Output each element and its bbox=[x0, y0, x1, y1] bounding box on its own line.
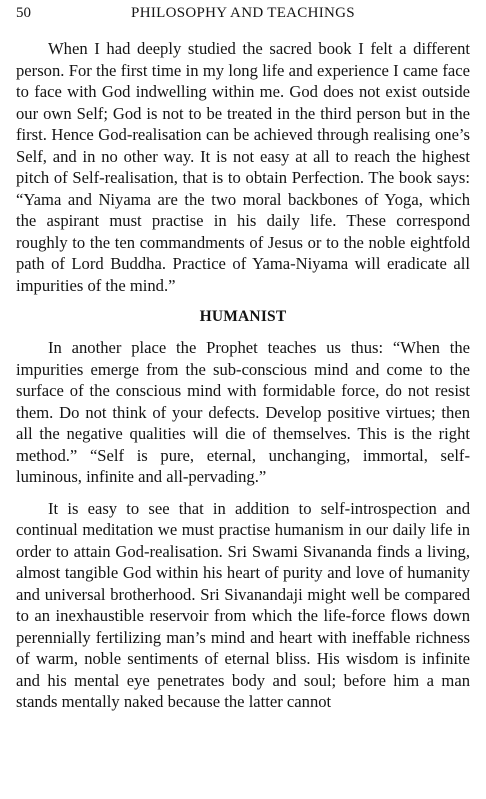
page-number: 50 bbox=[16, 5, 31, 21]
running-head: PHILOSOPHY AND TEACHINGS bbox=[131, 5, 355, 21]
paragraph-spacer bbox=[16, 488, 470, 498]
paragraph-2: In another place the Prophet teaches us thus: “When the impurities emerge from the sub-conscious mind and come to the surface of the conscious mind with formidable force, do not resist them. Do not think of your defects. Develop positive virtues; then all the negative qualities will die of themselves. This is the right method.” “Self is pure, eternal, unchanging, immortal, self-luminous, infinite and all-pervading.” bbox=[16, 338, 470, 486]
section-heading: HUMANIST bbox=[199, 308, 287, 325]
paragraph-3: It is easy to see that in addition to self-introspection and continual meditation we must practise humanism in our daily life in order to attain God-realisation. Sri Swami Sivananda finds a living, almost tangible God within his heart of purity and love of humanity and universal brotherhood. Sri Sivanandaji might well be compared to an inexhaustible reservoir from which the life-force flows down perennially fertilizing man’s mind and heart with ineffable richness of warm, noble sentiments of eternal bliss. His wisdom is infinite and his mental eye penetrates body and soul; before him a man stands mentally naked because the latter cannot bbox=[16, 498, 470, 711]
paragraph-1: When I had deeply studied the sacred book I felt a different person. For the first time in my long life and experience I came face to face with God indwelling within me. God does not exist outside our own Self; God is not to be treated in the third person but in the first. Hence God-realisation can be achieved through realising one’s Self, and in no other way. It is not easy at all to reach the highest pitch of Self-realisation, that is to obtain Perfection. The book says: “Yama and Niyama are the two moral backbones of Yoga, which the aspirant must practise in his daily life. These correspond roughly to the ten commandments of Jesus or to the noble eightfold path of Lord Buddha. Practice of Yama-Niyama will eradicate all impurities of the mind.” bbox=[16, 39, 470, 295]
body-text bbox=[16, 38, 470, 713]
page-header bbox=[16, 5, 470, 25]
